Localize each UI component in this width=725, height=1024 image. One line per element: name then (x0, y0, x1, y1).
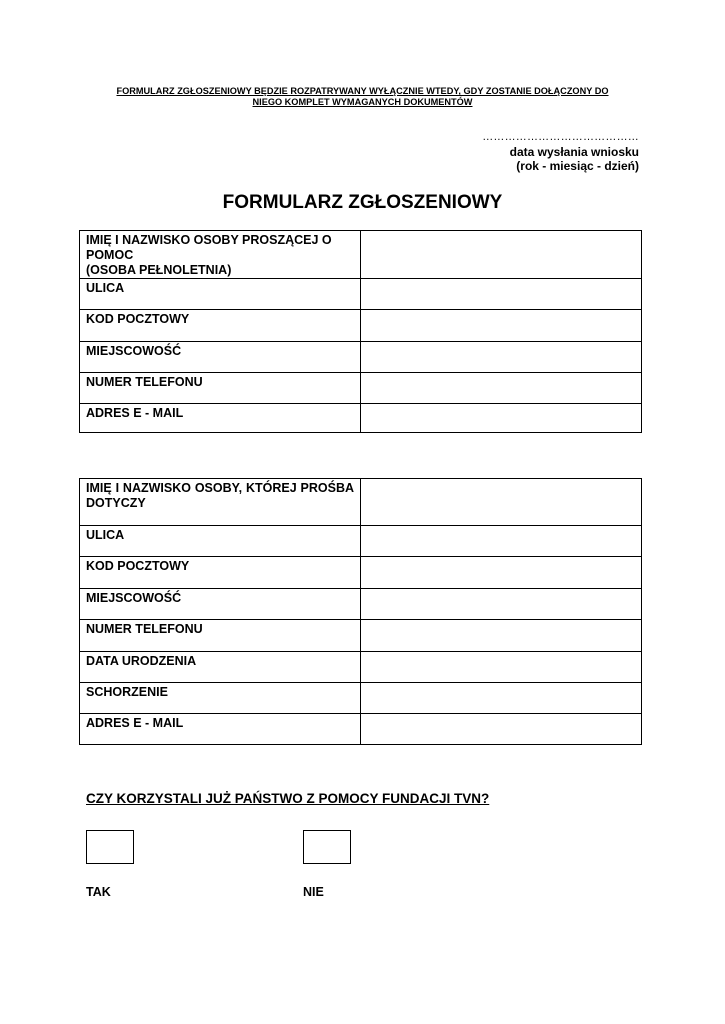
beneficiary-phone-field[interactable] (361, 620, 642, 652)
table-row (80, 479, 642, 526)
table-row (80, 557, 642, 589)
applicant-city-label: MIEJSCOWOŚĆ (80, 342, 361, 373)
yes-checkbox[interactable] (86, 830, 134, 864)
beneficiary-email-field[interactable] (361, 714, 642, 745)
notice-line-1: FORMULARZ ZGŁOSZENIOWY BĘDZIE ROZPATRYWANY WYŁĄCZNIE WTEDY, GDY ZOSTANIE DOŁĄCZONY DO (116, 86, 609, 96)
applicant-email-label: ADRES E - MAIL (80, 404, 361, 433)
table-row (80, 589, 642, 620)
beneficiary-name-label: IMIĘ I NAZWISKO OSOBY, KTÓREJ PROŚBA DOTYCZY (80, 479, 361, 526)
date-fill-line[interactable]: …………………………………… (482, 131, 639, 143)
beneficiary-name-field[interactable] (361, 479, 642, 526)
beneficiary-city-field[interactable] (361, 589, 642, 620)
prior-help-question: CZY KORZYSTALI JUŻ PAŃSTWO Z POMOCY FUNDACJI TVN? (86, 791, 490, 806)
applicant-adult-note: (OSOBA PEŁNOLETNIA) (86, 263, 232, 277)
submission-notice (90, 86, 635, 108)
applicant-name-label-text: IMIĘ I NAZWISKO OSOBY PROSZĄCEJ O POMOC (86, 233, 332, 262)
date-label: data wysłania wniosku (509, 144, 639, 159)
notice-line-2: NIEGO KOMPLET WYMAGANYCH DOKUMENTÓW (252, 97, 473, 107)
applicant-street-field[interactable] (361, 279, 642, 310)
table-row (80, 279, 642, 310)
beneficiary-postal-code-label: KOD POCZTOWY (80, 557, 361, 589)
applicant-name-label (80, 231, 361, 279)
submission-date-block (482, 130, 639, 174)
beneficiary-street-field[interactable] (361, 526, 642, 557)
beneficiary-illness-label: SCHORZENIE (80, 683, 361, 714)
applicant-name-field[interactable] (361, 231, 642, 279)
applicant-table (79, 230, 642, 433)
yes-label: TAK (86, 885, 111, 899)
applicant-phone-field[interactable] (361, 373, 642, 404)
table-row (80, 310, 642, 342)
applicant-street-label: ULICA (80, 279, 361, 310)
table-row (80, 683, 642, 714)
table-row (80, 526, 642, 557)
beneficiary-email-label: ADRES E - MAIL (80, 714, 361, 745)
no-checkbox[interactable] (303, 830, 351, 864)
table-row (80, 620, 642, 652)
beneficiary-phone-label: NUMER TELEFONU (80, 620, 361, 652)
beneficiary-birth-date-field[interactable] (361, 652, 642, 683)
beneficiary-illness-field[interactable] (361, 683, 642, 714)
applicant-city-field[interactable] (361, 342, 642, 373)
beneficiary-city-label: MIEJSCOWOŚĆ (80, 589, 361, 620)
table-row (80, 652, 642, 683)
applicant-postal-code-label: KOD POCZTOWY (80, 310, 361, 342)
beneficiary-street-label: ULICA (80, 526, 361, 557)
beneficiary-postal-code-field[interactable] (361, 557, 642, 589)
beneficiary-birth-date-label: DATA URODZENIA (80, 652, 361, 683)
no-label: NIE (303, 885, 324, 899)
applicant-email-field[interactable] (361, 404, 642, 433)
table-row (80, 342, 642, 373)
table-row (80, 373, 642, 404)
beneficiary-table (79, 478, 642, 745)
applicant-phone-label: NUMER TELEFONU (80, 373, 361, 404)
form-title: FORMULARZ ZGŁOSZENIOWY (222, 192, 503, 213)
applicant-postal-code-field[interactable] (361, 310, 642, 342)
table-row (80, 714, 642, 745)
table-row (80, 404, 642, 433)
date-format-hint: (rok - miesiąc - dzień) (516, 159, 639, 173)
table-row (80, 231, 642, 279)
